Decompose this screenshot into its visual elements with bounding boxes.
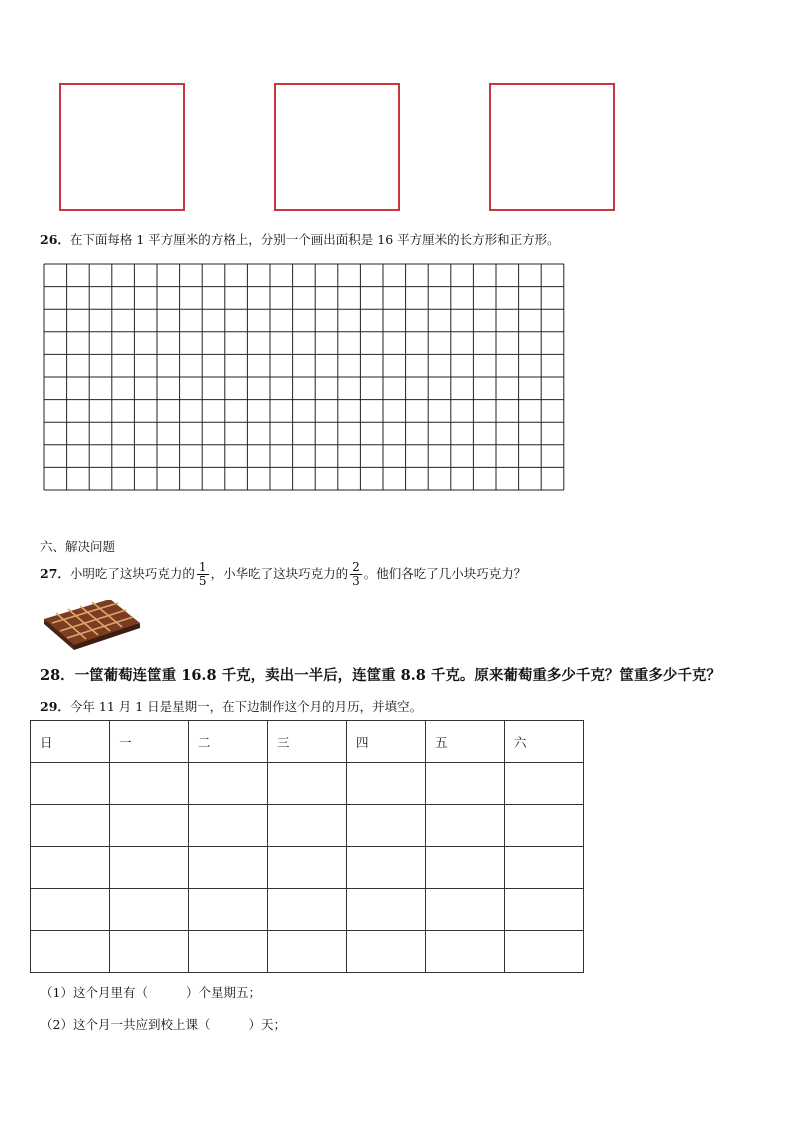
calendar-cell[interactable]: [189, 763, 268, 805]
calendar-cell[interactable]: [268, 763, 347, 805]
question-29: [40, 697, 422, 715]
calendar-header-sat: 六: [505, 721, 584, 763]
question-number: 29．: [40, 699, 70, 714]
fraction-denominator: 3: [352, 574, 360, 588]
calendar-cell[interactable]: [31, 763, 110, 805]
question-text: 在下面每格 1 平方厘米的方格上，分别一个画出面积是 16 平方厘米的长方形和正方形。: [69, 232, 560, 247]
fraction-two-thirds: [350, 561, 362, 588]
calendar-cell[interactable]: [505, 889, 584, 931]
question-26: [40, 230, 560, 248]
calendar-cell[interactable]: [268, 847, 347, 889]
calendar-cell[interactable]: [110, 931, 189, 973]
calendar-cell[interactable]: [426, 763, 505, 805]
calendar-header-thu: 四: [347, 721, 426, 763]
question-number: 26．: [40, 232, 70, 247]
calendar-cell[interactable]: [268, 931, 347, 973]
fraction-numerator: 2: [352, 560, 360, 574]
square-grid: [43, 263, 569, 493]
fill-in-prefix: （2）这个月一共应到校上课（: [40, 1017, 211, 1032]
chocolate-bar-image: [40, 600, 144, 652]
calendar-cell[interactable]: [31, 931, 110, 973]
calendar-header-wed: 三: [268, 721, 347, 763]
calendar-cell[interactable]: [347, 805, 426, 847]
answer-box-1: [59, 83, 185, 211]
question-text: 一筐葡萄连筐重 16.8 千克，卖出一半后，连筐重 8.8 千克。原来葡萄重多少千克？筐重多少千克？: [74, 667, 721, 684]
fraction-numerator: 1: [198, 560, 207, 574]
calendar-cell[interactable]: [426, 889, 505, 931]
calendar-cell[interactable]: [189, 847, 268, 889]
calendar-table: [30, 720, 584, 973]
fill-in-suffix: ）个星期五；: [185, 985, 261, 1000]
calendar-header-tue: 二: [189, 721, 268, 763]
calendar-cell[interactable]: [110, 847, 189, 889]
calendar-cell[interactable]: [347, 889, 426, 931]
calendar-cell[interactable]: [426, 847, 505, 889]
calendar-cell[interactable]: [110, 805, 189, 847]
calendar-header-row: [31, 721, 584, 763]
calendar-week-row: [31, 931, 584, 973]
calendar-header-mon: 一: [110, 721, 189, 763]
question-text: ，小华吃了这块巧克力的: [210, 566, 349, 581]
fill-in-1: [40, 983, 261, 1001]
calendar-cell[interactable]: [505, 847, 584, 889]
fill-in-2: [40, 1015, 286, 1033]
question-28: [40, 664, 721, 685]
calendar-cell[interactable]: [189, 889, 268, 931]
calendar-cell[interactable]: [426, 805, 505, 847]
question-number: 28．: [40, 667, 75, 684]
fill-in-suffix: ）天；: [248, 1017, 286, 1032]
calendar-week-row: [31, 805, 584, 847]
answer-box-2: [274, 83, 400, 211]
calendar-cell[interactable]: [31, 889, 110, 931]
section-title: 六、解决问题: [40, 539, 116, 554]
calendar-cell[interactable]: [110, 763, 189, 805]
calendar-cell[interactable]: [189, 805, 268, 847]
calendar-cell[interactable]: [505, 931, 584, 973]
answer-box-3: [489, 83, 615, 211]
question-text: 。他们各吃了几小块巧克力？: [363, 566, 527, 581]
calendar-cell[interactable]: [505, 805, 584, 847]
calendar-cell[interactable]: [347, 847, 426, 889]
question-text: 小明吃了这块巧克力的: [69, 566, 195, 581]
calendar-cell[interactable]: [268, 805, 347, 847]
question-number: 27．: [40, 566, 70, 581]
calendar-header-fri: 五: [426, 721, 505, 763]
calendar-week-row: [31, 889, 584, 931]
calendar-week-row: [31, 847, 584, 889]
calendar-cell[interactable]: [347, 763, 426, 805]
calendar-cell[interactable]: [268, 889, 347, 931]
fraction-one-fifth: [197, 561, 209, 588]
fill-in-prefix: （1）这个月里有（: [40, 985, 148, 1000]
question-text: 今年 11 月 1 日是星期一，在下边制作这个月的月历，并填空。: [69, 699, 423, 714]
calendar-cell[interactable]: [31, 805, 110, 847]
calendar-cell[interactable]: [31, 847, 110, 889]
calendar-cell[interactable]: [426, 931, 505, 973]
fraction-denominator: 5: [198, 574, 207, 588]
calendar-cell[interactable]: [505, 763, 584, 805]
calendar-cell[interactable]: [110, 889, 189, 931]
calendar-header-sun: 日: [31, 721, 110, 763]
calendar-week-row: [31, 763, 584, 805]
calendar-cell[interactable]: [347, 931, 426, 973]
question-27: [40, 559, 526, 589]
calendar-cell[interactable]: [189, 931, 268, 973]
